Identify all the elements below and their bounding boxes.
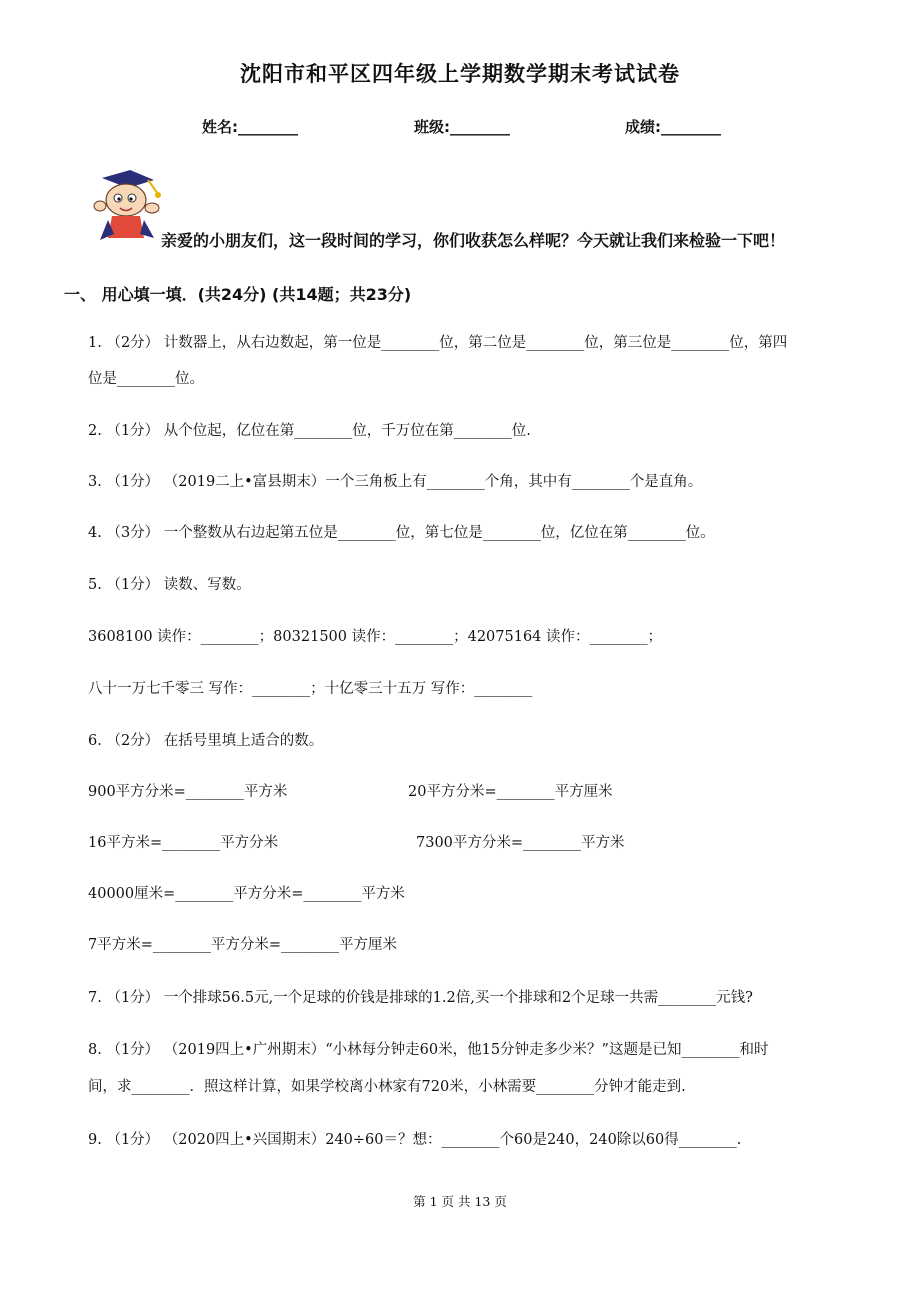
question-2: 2. （1分） 从个位起，亿位在第________位，千万位在第________位. — [88, 423, 531, 439]
question-6-row-3: 40000厘米=________平方分米=________平方米 — [88, 886, 405, 902]
question-5-write: 八十一万七千零三 写作：________；十亿零三十五万 写作：________ — [88, 681, 533, 697]
question-6: 6. （2分） 在括号里填上适合的数。 — [88, 733, 324, 749]
question-1-line-2: 位是________位。 — [88, 371, 204, 387]
question-5-read: 3608100 读作：________；80321500 读作：________；42075164 读作：________； — [88, 629, 663, 645]
question-6-row-1-b: 20平方分米=________平方厘米 — [408, 784, 613, 800]
section-heading: 一、 用心填一填．(共24分) (共14题；共23分) — [64, 285, 412, 304]
name-field: 姓名:________ — [202, 118, 298, 136]
class-field: 班级:________ — [414, 118, 510, 136]
question-1-line-1: 1. （2分） 计数器上，从右边数起，第一位是________位，第二位是________位，第三位是________位，第四 — [88, 335, 788, 351]
score-field: 成绩:________ — [625, 118, 721, 136]
question-3: 3. （1分） （2019二上•富县期末）一个三角板上有________个角，其中有________个是直角。 — [88, 474, 703, 490]
question-6-row-2-a: 16平方米=________平方分米 — [88, 835, 279, 851]
question-7: 7. （1分） 一个排球56.5元,一个足球的价钱是排球的1.2倍,买一个排球和2个足球一共需________元钱? — [88, 990, 753, 1006]
mascot-image — [88, 168, 168, 246]
question-6-row-1-a: 900平方分米=________平方米 — [88, 784, 288, 800]
question-6-row-2-b: 7300平方分米=________平方米 — [416, 835, 625, 851]
question-4: 4. （3分） 一个整数从右边起第五位是________位，第七位是________位，亿位在第________位。 — [88, 525, 715, 541]
question-9: 9. （1分） （2020四上•兴国期末）240÷60＝？想：________个60是240，240除以60得________. — [88, 1132, 742, 1148]
question-6-row-4: 7平方米=________平方分米=________平方厘米 — [88, 937, 398, 953]
greeting-text: 亲爱的小朋友们，这一段时间的学习，你们收获怎么样呢？今天就让我们来检验一下吧！ — [161, 231, 786, 250]
page-title: 沈阳市和平区四年级上学期数学期末考试试卷 — [240, 62, 680, 86]
question-8-line-1: 8. （1分） （2019四上•广州期末）“小林每分钟走60米，他15分钟走多少米？”这题是已知________和时 — [88, 1042, 769, 1058]
page-footer: 第 1 页 共 13 页 — [413, 1194, 507, 1209]
question-5: 5. （1分） 读数、写数。 — [88, 577, 251, 593]
question-8-line-2: 间，求________．照这样计算，如果学校离小林家有720米，小林需要________分钟才能走到. — [88, 1079, 686, 1095]
